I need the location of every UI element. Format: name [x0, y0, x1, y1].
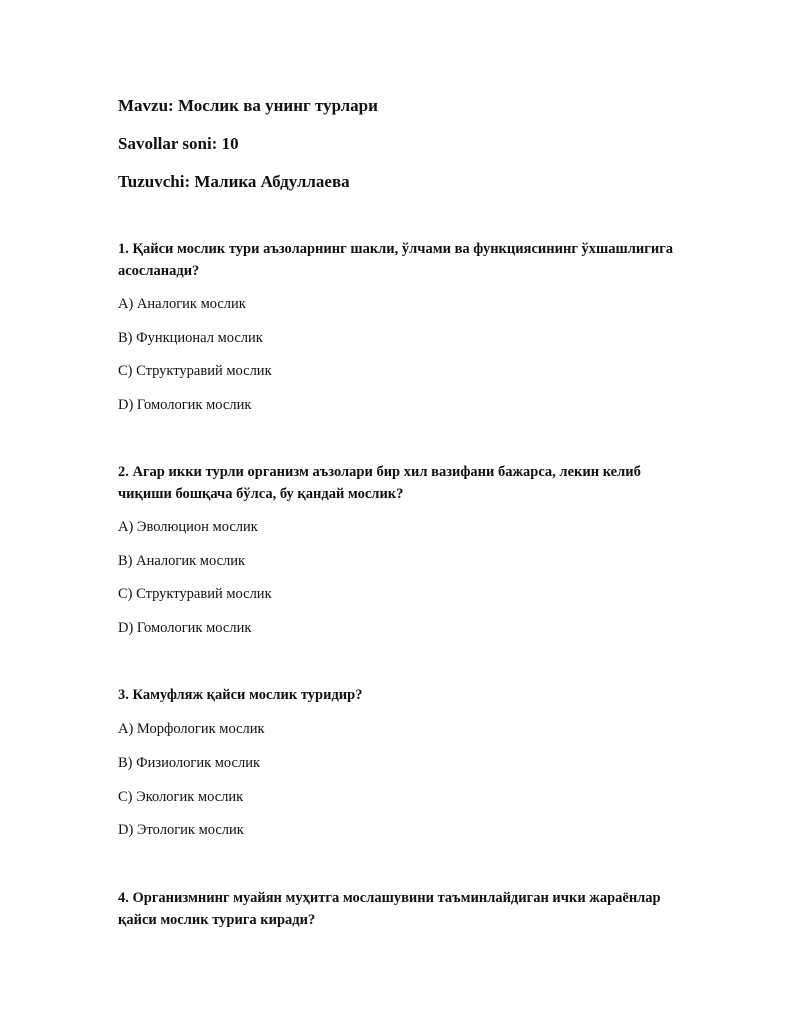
- question-1-option-a: A) Аналогик мослик: [118, 296, 246, 312]
- question-1-option-d: D) Гомологик мослик: [118, 397, 252, 413]
- question-2-option-b: B) Аналогик мослик: [118, 553, 246, 569]
- question-1-option-b: B) Функционал мослик: [118, 330, 263, 346]
- question-2-text: 2. Агар икки турли организм аъзолари бир хил вазифани бажарса, лекин келиб чиқиши бошқача бўлса, бу қандай мослик?: [118, 464, 641, 502]
- question-3-text: 3. Камуфляж қайси мослик туридир?: [118, 687, 363, 703]
- author-line: Tuzuvchi: Малика Абдуллаева: [118, 172, 350, 191]
- topic-line: Mavzu: Мослик ва унинг турлари: [118, 96, 378, 115]
- question-1-option-c: C) Структуравий мослик: [118, 363, 272, 379]
- question-2-option-a: A) Эволюцион мослик: [118, 519, 258, 535]
- question-count-line: Savollar soni: 10: [118, 134, 239, 153]
- question-3-option-d: D) Этологик мослик: [118, 822, 244, 838]
- question-3-option-c: C) Экологик мослик: [118, 789, 244, 805]
- question-1-text: 1. Қайси мослик тури аъзоларнинг шакли, ўлчами ва функциясининг ўхшашлигига асосланади?: [118, 241, 674, 279]
- question-3-option-a: A) Морфологик мослик: [118, 721, 265, 737]
- question-2-option-d: D) Гомологик мослик: [118, 620, 252, 636]
- question-2-option-c: C) Структуравий мослик: [118, 586, 272, 602]
- question-4-text: 4. Организмнинг муайян муҳитга мослашувини таъминлайдиган ички жараёнлар қайси мослик турига киради?: [118, 890, 661, 928]
- question-3-option-b: B) Физиологик мослик: [118, 755, 261, 771]
